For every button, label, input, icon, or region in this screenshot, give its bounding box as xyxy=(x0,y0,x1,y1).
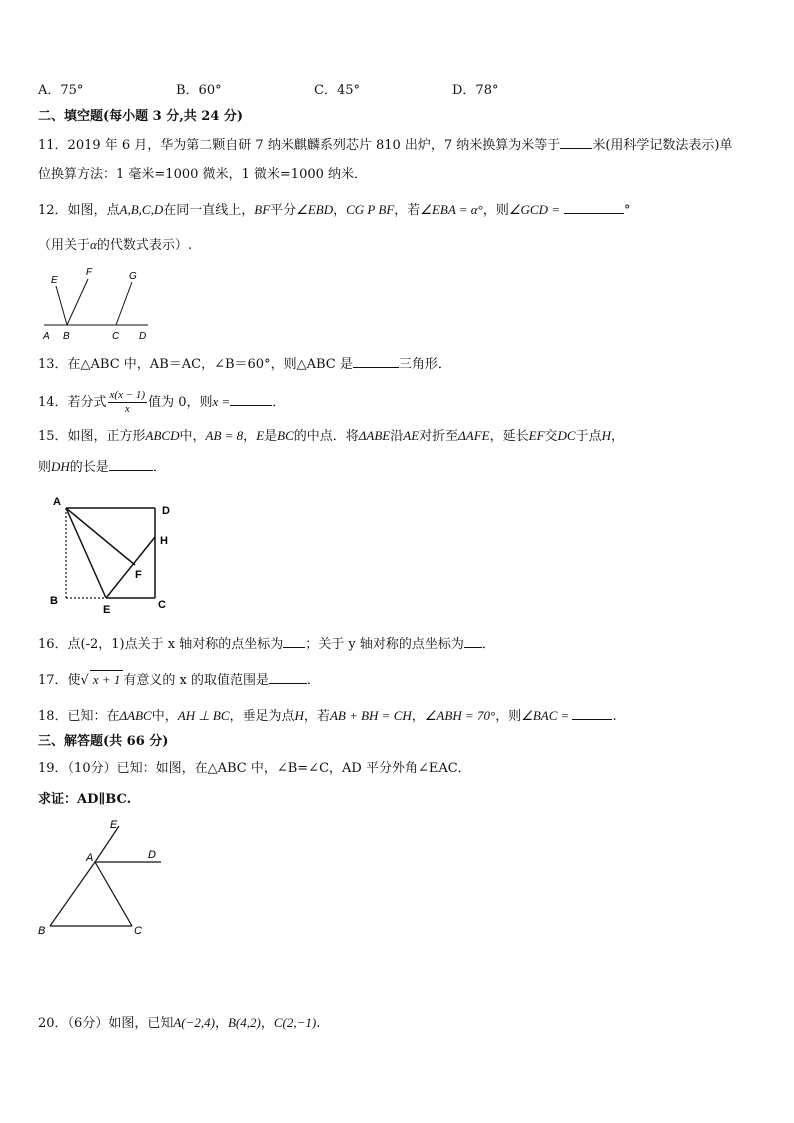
answer-blank-16b[interactable] xyxy=(464,635,482,648)
answer-blank-16a[interactable] xyxy=(283,635,305,648)
label-e: E xyxy=(110,819,118,831)
answer-blank-11[interactable] xyxy=(560,136,592,149)
label-c: C xyxy=(134,925,142,937)
figure-12 xyxy=(40,264,160,344)
question-19: 19．（10分）已知：如图，在△ABC 中，∠B=∠C，AD 平分外角∠EAC． xyxy=(38,761,471,776)
fraction: $\frac{x(x - 1)}{x}$ xyxy=(109,389,146,415)
question-14: 14．若分式 $\frac{x(x - 1)}{x}$ 值为 0，则x = ． xyxy=(38,389,286,415)
label-f: F xyxy=(86,267,93,278)
option-a: A．75° xyxy=(38,83,84,98)
question-18: 18．已知：在ΔABC中，AH ⊥ BC，垂足为点H，若AB + BH = CH，∠ABH = 70°，则∠BAC = . xyxy=(38,708,617,724)
section-3-title: 三、解答题(共 66 分) xyxy=(38,734,169,749)
label-d: D xyxy=(148,849,156,861)
label-c: C xyxy=(112,331,120,342)
label-e: E xyxy=(103,604,111,616)
option-b: B．60° xyxy=(176,83,222,98)
label-b: B xyxy=(38,925,46,937)
answer-blank-18[interactable] xyxy=(572,707,612,720)
label-h: H xyxy=(160,535,168,547)
answer-blank-14[interactable] xyxy=(230,393,272,406)
figure-15 xyxy=(46,492,186,617)
label-d: D xyxy=(162,505,170,517)
question-19-prove: 求证：AD∥BC. xyxy=(38,792,132,807)
question-20: 20．（6分）如图，已知A(−2,4)，B(4,2)，C(2,−1). xyxy=(38,1015,321,1031)
label-e: E xyxy=(51,275,58,286)
label-b: B xyxy=(63,331,70,342)
figure-19 xyxy=(34,814,174,939)
label-a: A xyxy=(43,331,50,342)
option-c: C．45° xyxy=(314,83,360,98)
answer-blank-12[interactable] xyxy=(564,201,624,214)
answer-blank-17[interactable] xyxy=(269,671,307,684)
question-15: 15．如图，正方形ABCD中，AB = 8，E是BC的中点．将ΔABE沿AE对折至ΔAFE，延长EF交DC于点H， xyxy=(38,428,625,444)
label-a: A xyxy=(86,852,94,864)
option-d: D．78° xyxy=(452,83,499,98)
label-c: C xyxy=(158,599,166,611)
label-a: A xyxy=(53,496,61,508)
question-15-line2: 则DH的长是 ． xyxy=(38,459,166,475)
label-b: B xyxy=(50,595,58,607)
question-17: 17．使√ x + 1 有意义的 x 的取值范围是 ． xyxy=(38,672,321,688)
answer-blank-13[interactable] xyxy=(353,355,399,368)
question-11: 11．2019 年 6 月，华为第二颗自研 7 纳米麒麟系列芯片 810 出炉，7 纳米换算为米等于 米(用科学记数法表示)单 xyxy=(38,138,733,153)
answer-blank-15[interactable] xyxy=(109,458,153,471)
question-12-line2: （用关于α的代数式表示）. xyxy=(38,237,192,253)
sqrt-sign: √ xyxy=(80,673,89,688)
label-g: G xyxy=(129,271,137,282)
question-16: 16．点(-2，1)点关于 x 轴对称的点坐标为 ；关于 y 轴对称的点坐标为 ． xyxy=(38,637,495,652)
question-11-line2: 位换算方法：1 毫米=1000 微米，1 微米=1000 纳米． xyxy=(38,167,368,182)
label-d: D xyxy=(139,331,147,342)
question-12: 12．如图，点A,B,C,D在同一直线上，BF平分∠EBD，CG P BF，若∠EBA = α°，则∠GCD = ° xyxy=(38,202,631,218)
question-13: 13．在△ABC 中，AB＝AC，∠B＝60°，则△ABC 是 三角形． xyxy=(38,357,451,372)
section-2-title: 二、填空题(每小题 3 分,共 24 分) xyxy=(38,109,244,124)
label-f: F xyxy=(135,569,142,581)
